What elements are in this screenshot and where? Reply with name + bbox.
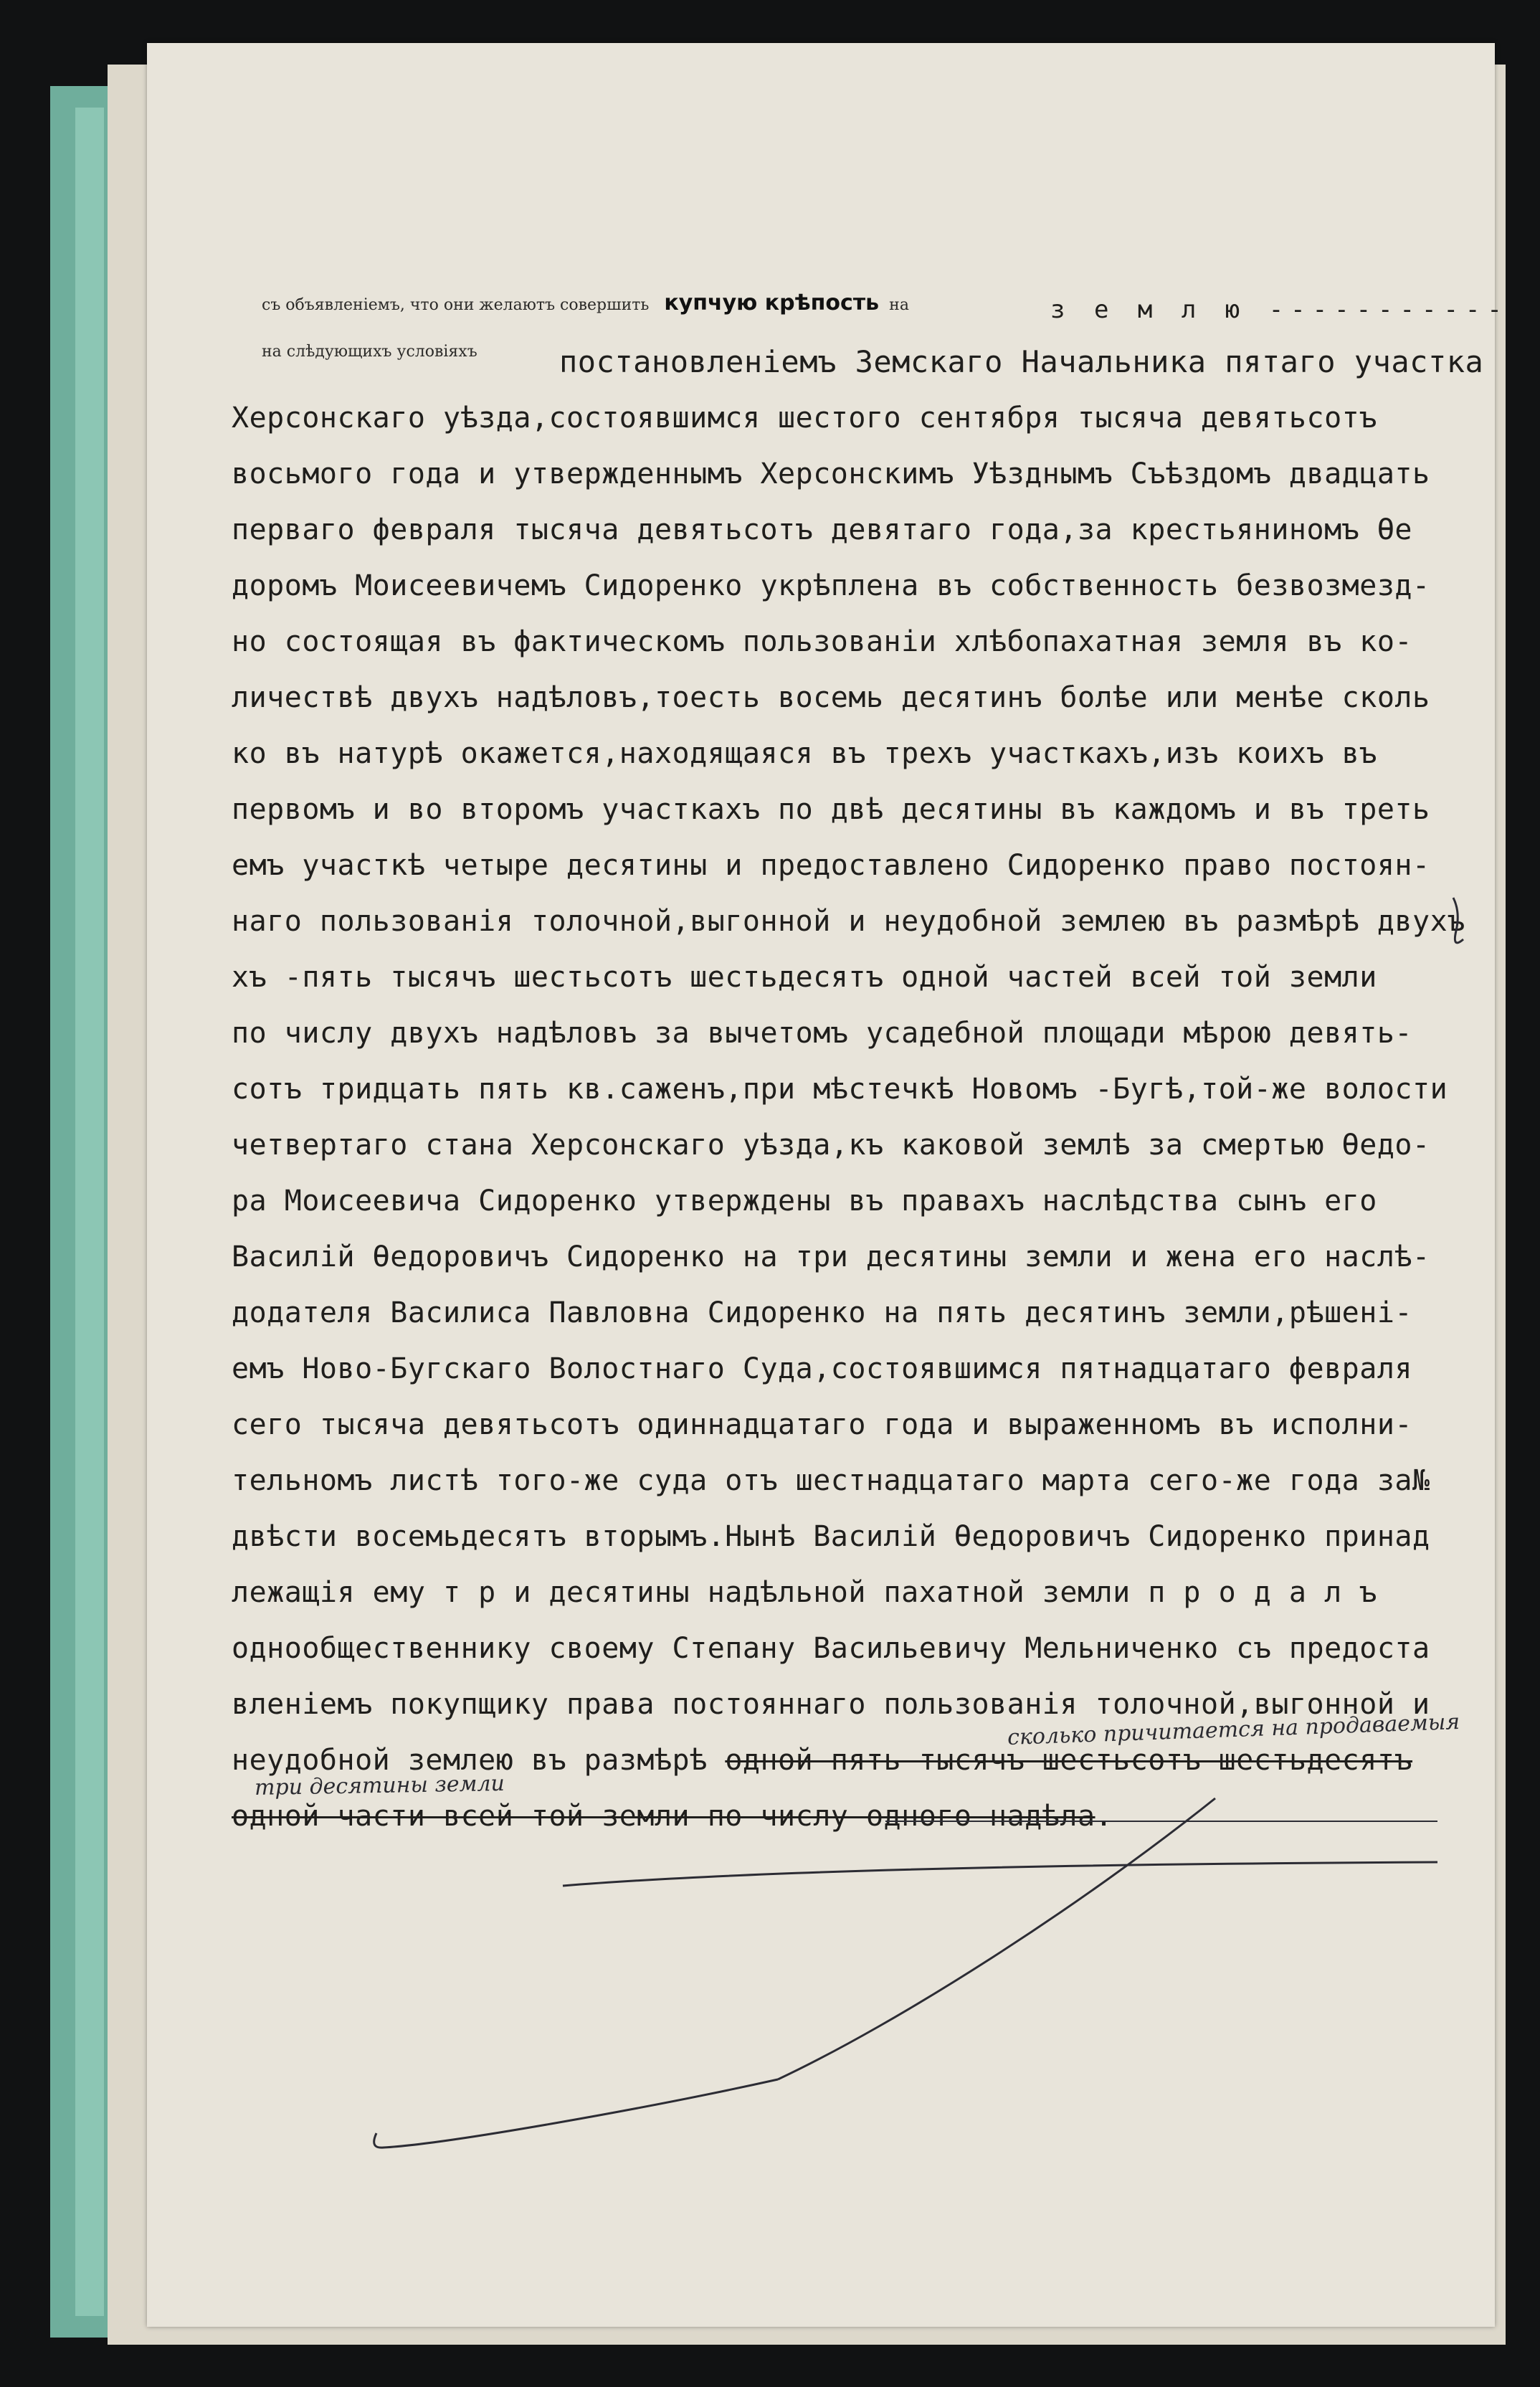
line-26-normal: неудобной землею въ размѣрѣ: [232, 1744, 708, 1777]
line-27-end: .: [1095, 1800, 1113, 1833]
body-line-10: емъ участкѣ четыре десятины и предоставлено Сидоренко право постоян-: [232, 849, 1430, 882]
body-line-25: вленіемъ покупщику права постояннаго пользованія толочной,выгонной и: [232, 1688, 1430, 1721]
printed-on: на: [889, 296, 909, 314]
handwritten-correction-2: три десятины земли: [254, 1770, 505, 1801]
body-line-21: тельномъ листѣ того-же суда отъ шестнадцатаго марта сего-же года за№: [232, 1464, 1430, 1497]
printed-conditions: на слѣдующихъ условіяхъ: [262, 343, 477, 361]
body-line-15: четвертаго стана Херсонскаго уѣзда,къ каковой землѣ за смертью Ѳедо-: [232, 1129, 1430, 1162]
body-line-11: наго пользованія толочной,выгонной и неудобной землею въ размѣрѣ двухъ: [232, 905, 1465, 938]
document-page: [147, 43, 1509, 2327]
handwritten-correction-1: сколько причитается на продаваемыя: [1007, 1709, 1460, 1751]
printed-prefix: съ объявленіемъ, что они желаютъ совершить: [262, 296, 650, 314]
green-folder-edge: [75, 108, 104, 2316]
body-line-23: лежащія ему т р и десятины надѣльной пахатной земли п р о д а л ъ: [232, 1576, 1377, 1609]
body-line-19: емъ Ново-Бугскаго Волостнаго Суда,состоявшимся пятнадцатаго февраля: [232, 1352, 1412, 1385]
body-line-8: ко въ натурѣ окажется,находящаяся въ трехъ участкахъ,изъ коихъ въ: [232, 737, 1377, 770]
signature-top-rule: [563, 1862, 1437, 1886]
body-line-17: Василій Ѳедоровичъ Сидоренко на три десятины земли и жена его наслѣ-: [232, 1240, 1430, 1273]
body-line-13: по числу двухъ надѣловъ за вычетомъ усадебной площади мѣрою девять-: [232, 1017, 1412, 1050]
body-line-16: ра Моисеевича Сидоренко утверждены въ правахъ наслѣдства сынъ его: [232, 1185, 1377, 1218]
body-line-1: постановленіемъ Земскаго Начальника пятаго участка: [559, 344, 1484, 379]
body-line-2: Херсонскаго уѣзда,состоявшимся шестого сентября тысяча девятьсотъ: [232, 402, 1377, 435]
printed-deed-type: купчую крѣпость: [664, 290, 880, 315]
diagonal-stroke: [778, 1798, 1215, 2079]
body-line-24: однообщественнику своему Степану Васильевичу Мельниченко съ предоста: [232, 1632, 1430, 1665]
body-line-9: первомъ и во второмъ участкахъ по двѣ десятины въ каждомъ и въ треть: [232, 793, 1430, 826]
margin-mark: [1453, 898, 1463, 943]
line-27-struck: одной части всей той земли по числу одного надѣла: [232, 1800, 1095, 1833]
body-line-4: перваго февраля тысяча девятьсотъ девятаго года,за крестьяниномъ Ѳе: [232, 513, 1412, 546]
body-line-3: восьмого года и утвержденнымъ Херсонскимъ Уѣзднымъ Съѣздомъ двадцать: [232, 457, 1430, 490]
body-line-18: додателя Василиса Павловна Сидоренко на пять десятинъ земли,рѣшені-: [232, 1296, 1412, 1329]
typed-object: з е м л ю -----------: [1050, 295, 1509, 324]
body-line-7: личествѣ двухъ надѣловъ,тоесть восемь десятинъ болѣе или менѣе сколь: [232, 681, 1430, 714]
body-line-20: сего тысяча девятьсотъ одиннадцатаго года и выраженномъ въ исполни-: [232, 1408, 1412, 1441]
body-line-14: сотъ тридцать пять кв.саженъ,при мѣстечкѣ Новомъ -Бугѣ,той-же волости: [232, 1073, 1448, 1106]
body-line-22: двѣсти восемьдесятъ вторымъ.Нынѣ Василій Ѳедоровичъ Сидоренко принад: [232, 1520, 1430, 1553]
body-line-12: хъ -пять тысячъ шестьсотъ шестьдесятъ одной частей всей той земли: [232, 961, 1377, 994]
bottom-stroke: [374, 2079, 778, 2148]
cancellation-strokes: [147, 43, 1495, 2327]
body-line-6: но состоящая въ фактическомъ пользованіи хлѣбопахатная земля въ ко-: [232, 625, 1412, 658]
body-line-5: доромъ Моисеевичемъ Сидоренко укрѣплена въ собственность безвозмезд-: [232, 569, 1430, 602]
line-26-struck: одной пять тысячъ шестьсотъ шестьдесятъ: [725, 1744, 1413, 1777]
